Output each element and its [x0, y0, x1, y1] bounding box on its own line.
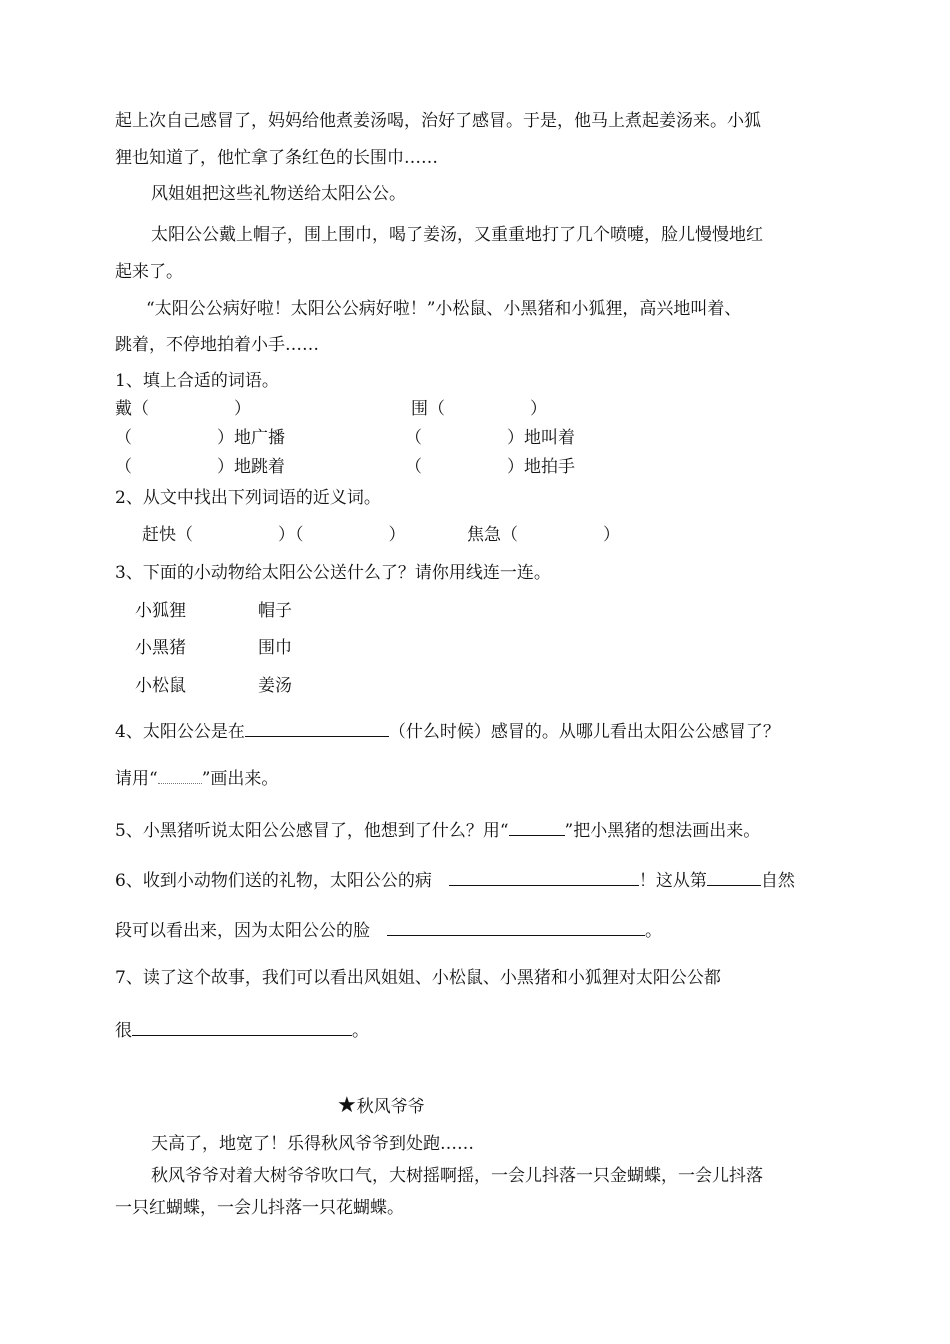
q5-text: 5、小黑猪听说太阳公公感冒了，他想到了什么？用“	[115, 821, 509, 841]
q5-text: ”把小黑猪的想法画出来。	[564, 821, 761, 841]
section-title-text: 秋风爷爷	[356, 1097, 425, 1117]
answer-blank[interactable]	[707, 867, 761, 886]
story-line: 起上次自己感冒了，妈妈给他煮姜汤喝，治好了感冒。于是，他马上煮起姜汤来。小狐	[115, 111, 761, 131]
gift-label[interactable]: 围巾	[258, 638, 292, 658]
answer-blank[interactable]	[245, 718, 389, 737]
question-6	[115, 867, 795, 892]
question-3-title: 3、下面的小动物给太阳公公送什么了？请你用线连一连。	[115, 563, 551, 583]
story-line: 跳着，不停地拍着小手……	[115, 335, 319, 355]
story-line: 秋风爷爷对着大树爷爷吹口气，大树摇啊摇，一会儿抖落一只金蝴蝶，一会儿抖落	[151, 1166, 763, 1186]
section-title	[337, 1095, 425, 1118]
answer-blank[interactable]	[449, 867, 639, 886]
story-line: 太阳公公戴上帽子，围上围巾，喝了姜汤，又重重地打了几个喷嚏，脸儿慢慢地红	[151, 225, 763, 245]
q7-text: 。	[352, 1021, 369, 1041]
answer-blank[interactable]	[509, 817, 565, 836]
animal-label[interactable]: 小松鼠	[135, 676, 186, 696]
q1-blank[interactable]: 戴（ ）	[115, 399, 251, 419]
q6-text: 。	[645, 921, 662, 941]
story-line: 起来了。	[115, 262, 183, 282]
q2-blank[interactable]: 焦急（ ）	[467, 525, 620, 545]
q6-text: 6、收到小动物们送的礼物，太阳公公的病	[115, 871, 432, 891]
animal-label[interactable]: 小黑猪	[135, 638, 186, 658]
wavy-line-marker	[158, 769, 202, 784]
star-icon: ★	[337, 1093, 357, 1118]
question-4-cont	[115, 768, 278, 790]
q1-blank[interactable]: （ ）地拍手	[405, 457, 575, 477]
question-5	[115, 817, 760, 842]
q1-blank[interactable]: （ ）地跳着	[115, 457, 285, 477]
q6-text: 自然	[760, 871, 795, 891]
gift-label[interactable]: 帽子	[258, 601, 292, 621]
animal-label[interactable]: 小狐狸	[135, 601, 186, 621]
q1-blank[interactable]: （ ）地叫着	[405, 428, 575, 448]
q1-blank[interactable]: 围（ ）	[411, 399, 547, 419]
question-7-cont	[115, 1017, 369, 1042]
question-6-cont	[115, 917, 662, 942]
question-7: 7、读了这个故事，我们可以看出风姐姐、小松鼠、小黑猪和小狐狸对太阳公公都	[115, 968, 721, 988]
question-1-title: 1、填上合适的词语。	[115, 371, 279, 391]
q4-text: 4、太阳公公是在	[115, 722, 245, 742]
q4-text: 请用“	[115, 769, 158, 789]
q6-text: ！这从第	[638, 871, 707, 891]
question-2-title: 2、从文中找出下列词语的近义词。	[115, 488, 381, 508]
q2-blank[interactable]: 赶快（ ）（ ）	[142, 525, 406, 545]
story-line: 狸也知道了，他忙拿了条红色的长围巾……	[115, 148, 438, 168]
q4-text: （什么时候）感冒的。从哪儿看出太阳公公感冒了？	[388, 722, 780, 742]
story-line: 天高了，地宽了！乐得秋风爷爷到处跑……	[151, 1134, 474, 1154]
answer-blank[interactable]	[387, 917, 645, 936]
story-line: 一只红蝴蝶，一会儿抖落一只花蝴蝶。	[115, 1198, 404, 1218]
q6-text: 段可以看出来，因为太阳公公的脸	[115, 921, 370, 941]
story-line: “太阳公公病好啦！太阳公公病好啦！”小松鼠、小黑猪和小狐狸，高兴地叫着、	[146, 299, 742, 319]
question-4	[115, 718, 780, 743]
q7-text: 很	[115, 1021, 132, 1041]
answer-blank[interactable]	[132, 1017, 352, 1036]
story-line: 风姐姐把这些礼物送给太阳公公。	[151, 184, 406, 204]
q4-text: ”画出来。	[201, 769, 279, 789]
gift-label[interactable]: 姜汤	[258, 676, 292, 696]
q1-blank[interactable]: （ ）地广播	[115, 428, 285, 448]
